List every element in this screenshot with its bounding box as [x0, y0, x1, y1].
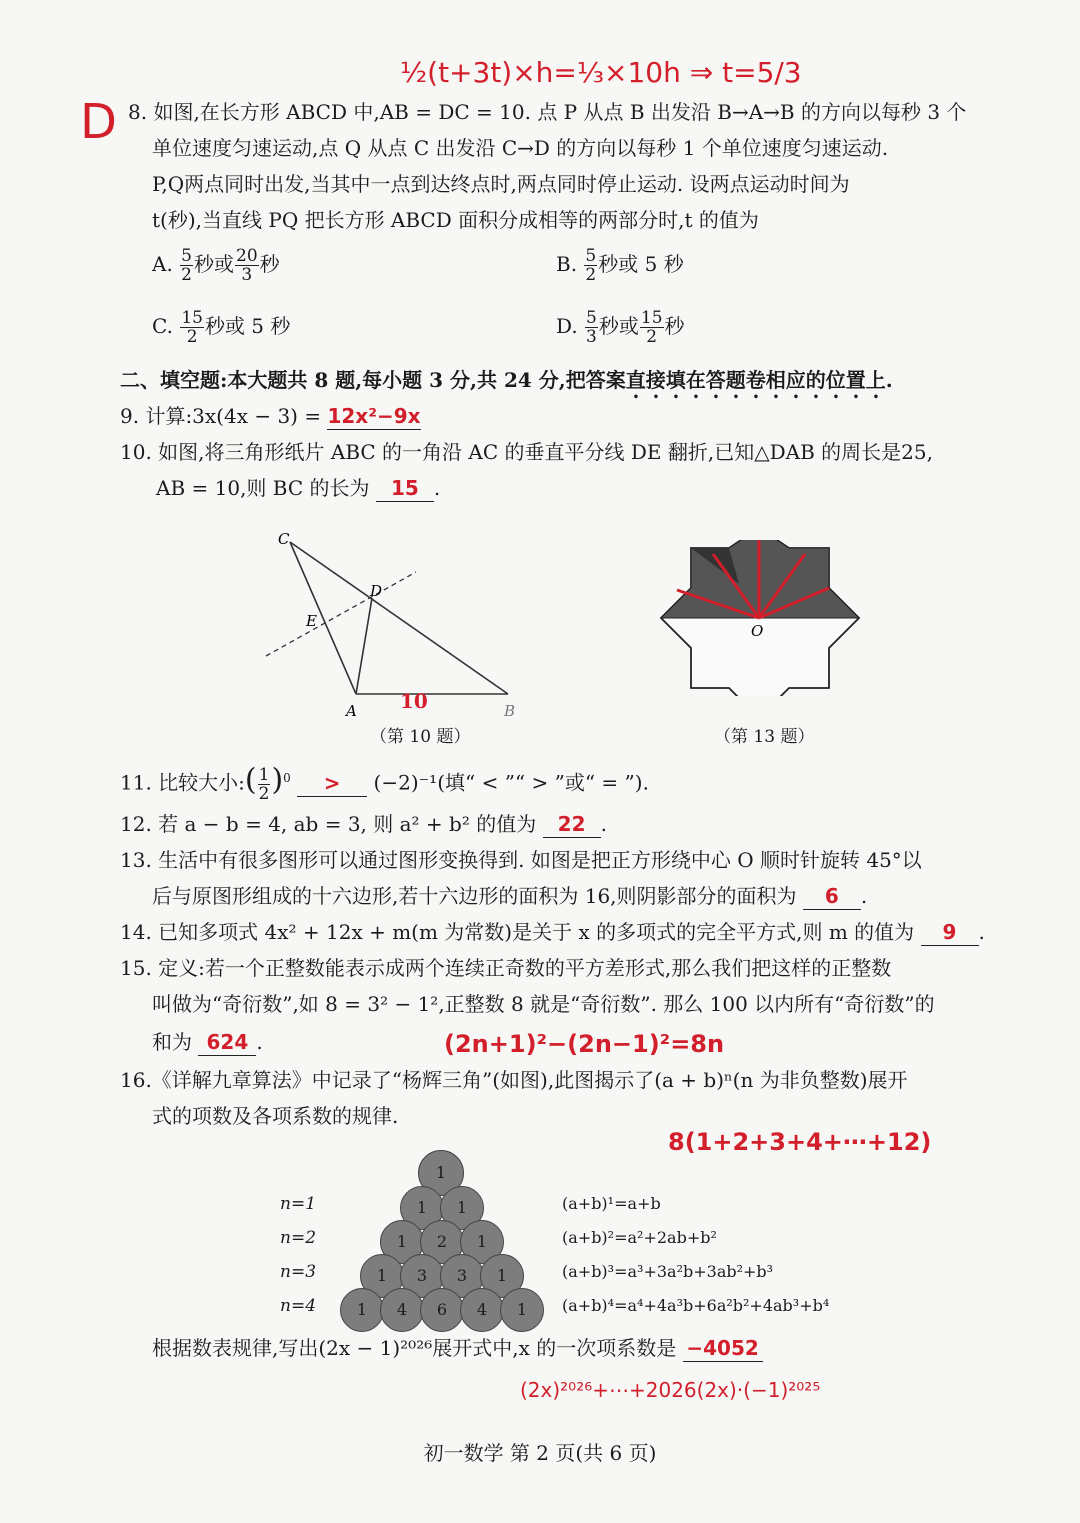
figure-13	[655, 540, 865, 696]
answer-d-annotation: D	[80, 94, 117, 150]
triangle-row-expression: (a+b)³=a³+3a²b+3ab²+b³	[562, 1262, 774, 1281]
q13-answer: 6	[803, 883, 861, 910]
q15-line2: 叫做为“奇衍数”,如 8 = 3² − 1²,正整数 8 就是“奇衍数”. 那么 100 以内所有“奇衍数”的	[152, 992, 935, 1016]
fig10-annotation: 10	[400, 689, 428, 713]
triangle-row-label: n=2	[280, 1228, 317, 1248]
q8-option-b: B. $\frac{5}{2}$ 秒或 5 秒	[556, 246, 684, 285]
triangle-row-label: n=4	[280, 1296, 317, 1316]
triangle-coin: 1	[480, 1254, 524, 1298]
triangle-coin: 1	[460, 1220, 504, 1264]
triangle-coin: 1	[500, 1288, 544, 1332]
q9-answer: 12x²−9x	[327, 404, 421, 428]
q8-line3: P,Q两点同时出发,当其中一点到达终点时,两点同时停止运动. 设两点运动时间为	[152, 172, 850, 196]
q8-option-d: D. $\frac{5}{3}$ 秒或 $\frac{15}{2}$ 秒	[556, 308, 685, 347]
triangle-coin: 6	[420, 1288, 464, 1332]
triangle-row-label: n=1	[280, 1194, 317, 1214]
fig13-caption: （第 13 题）	[714, 727, 815, 747]
q15-line3: 和为 624 .	[152, 1030, 263, 1054]
bottom-annotation: (2x)²⁰²⁶+⋯+2026(2x)·(−1)²⁰²⁵	[520, 1378, 821, 1402]
q16-annotation: 8(1+2+3+4+⋯+12)	[668, 1128, 932, 1156]
triangle-row-expression: (a+b)¹=a+b	[562, 1194, 661, 1213]
q16-answer: −4052	[683, 1335, 763, 1362]
q13-line1: 13. 生活中有很多图形可以通过图形变换得到. 如图是把正方形绕中心 O 顺时针旋转 45°以	[120, 848, 922, 872]
q8-line1	[128, 94, 966, 130]
figure-10	[250, 522, 540, 722]
q8-number: 8.	[128, 100, 148, 124]
q14-answer: 9	[921, 919, 979, 946]
q14: 14. 已知多项式 4x² + 12x + m(m 为常数)是关于 x 的多项式的完全平方式,则 m 的值为 9 .	[120, 920, 985, 944]
triangle-coin: 3	[400, 1254, 444, 1298]
q8-line2: 单位速度匀速运动,点 Q 从点 C 出发沿 C→D 的方向以每秒 1 个单位速度匀速运动.	[152, 136, 889, 160]
q8-line4: t(秒),当直线 PQ 把长方形 ABCD 面积分成相等的两部分时,t 的值为	[152, 208, 759, 232]
q8-text1: 如图,在长方形 ABCD 中,AB = DC = 10. 点 P 从点 B 出发沿 B→A→B 的方向以每秒 3 个	[153, 100, 967, 124]
triangle-coin: 1	[440, 1186, 484, 1230]
label-e: E	[306, 612, 317, 630]
triangle-coin: 1	[400, 1186, 444, 1230]
triangle-coin: 4	[460, 1288, 504, 1332]
q13-line2: 后与原图形组成的十六边形,若十六边形的面积为 16,则阴影部分的面积为 6 .	[152, 884, 868, 908]
q16-last-line: 根据数表规律,写出(2x − 1)²⁰²⁶展开式中,x 的一次项系数是 −4052	[152, 1330, 763, 1366]
q8-option-c: C. $\frac{15}{2}$ 秒或 5 秒	[152, 308, 291, 347]
triangle-coin: 4	[380, 1288, 424, 1332]
triangle-row-expression: (a+b)²=a²+2ab+b²	[562, 1228, 717, 1247]
q11: 11. 比较大小:( $\frac{1}{2}$ )$^0$ > (−2)⁻¹(填“ < ”“ > ”或“ = ”).	[120, 762, 649, 804]
page-footer: 初一数学 第 2 页(共 6 页)	[423, 1441, 657, 1465]
triangle-top-coin: 1	[418, 1150, 464, 1196]
triangle-coin: 2	[420, 1220, 464, 1264]
label-d: D	[370, 582, 383, 600]
label-b: B	[504, 702, 516, 720]
q9: 9. 计算:3x(4x − 3) = 12x²−9x	[120, 404, 421, 428]
label-o: O	[751, 622, 764, 640]
q10-answer: 15	[376, 475, 434, 502]
triangle-coin: 1	[360, 1254, 404, 1298]
fig10-caption: （第 10 题）	[370, 727, 471, 747]
q16-line2: 式的项数及各项系数的规律.	[152, 1104, 399, 1128]
q10-line2: AB = 10,则 BC 的长为 15 .	[156, 476, 441, 500]
q15-line1: 15. 定义:若一个正整数能表示成两个连续正奇数的平方差形式,那么我们把这样的正整数	[120, 956, 892, 980]
q12: 12. 若 a − b = 4, ab = 3, 则 a² + b² 的值为 22 .	[120, 812, 607, 836]
q10-line1: 10. 如图,将三角形纸片 ABC 的一角沿 AC 的垂直平分线 DE 翻折,已知△DAB 的周长是25,	[120, 440, 933, 464]
label-a: A	[346, 702, 357, 720]
triangle-coin: 3	[440, 1254, 484, 1298]
q15-answer: 624	[198, 1029, 256, 1056]
label-c: C	[278, 530, 290, 548]
triangle-row-label: n=3	[280, 1262, 317, 1282]
triangle-row-expression: (a+b)⁴=a⁴+4a³b+6a²b²+4ab³+b⁴	[562, 1296, 830, 1315]
triangle-coin: 1	[340, 1288, 384, 1332]
section-2-header: 二、填空题:本大题共 8 题,每小题 3 分,共 24 分,把答案直接填在答题卷相应的位置上.	[120, 368, 893, 392]
triangle-coin: 1	[380, 1220, 424, 1264]
top-formula-annotation: ½(t+3t)×h=⅓×10h ⇒ t=5/3	[400, 56, 802, 89]
q11-answer: >	[297, 770, 367, 797]
q12-answer: 22	[543, 811, 601, 838]
q8-option-a: A. $\frac{5}{2}$ 秒或 $\frac{20}{3}$ 秒	[152, 246, 280, 285]
q16-line1: 16.《详解九章算法》中记录了“杨辉三角”(如图),此图揭示了(a + b)ⁿ(n 为非负整数)展开	[120, 1068, 908, 1092]
q15-annotation: (2n+1)²−(2n−1)²=8n	[444, 1030, 725, 1058]
